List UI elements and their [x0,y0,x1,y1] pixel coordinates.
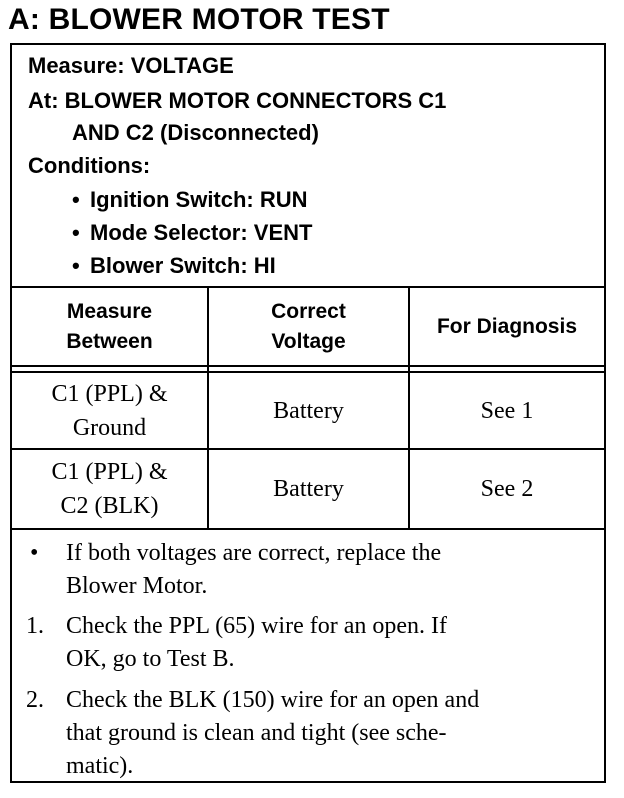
table-cell-correct-voltage: Battery [273,476,344,502]
bullet-icon: • [72,187,80,212]
test-title: A: BLOWER MOTOR TEST [8,3,390,36]
note-marker: 2. [26,687,44,713]
measurement-header [12,45,604,288]
condition-item: • Mode Selector: VENT [72,220,313,245]
table-cell-diagnosis: See 2 [480,476,534,502]
note-marker: 1. [26,613,44,639]
bullet-icon: • [72,220,80,245]
condition-item: • Blower Switch: HI [72,253,276,278]
at-line: At: BLOWER MOTOR CONNECTORS C1 [28,88,447,113]
table-cell-correct-voltage: Battery [273,397,344,424]
condition-item: • Ignition Switch: RUN [72,187,308,212]
at-line-continued: AND C2 (Disconnected) [72,120,319,145]
header-double-rule-top [12,365,604,367]
measure-line: Measure: VOLTAGE [28,53,234,78]
bullet-icon: • [72,253,80,278]
test-box: Measure: VOLTAGE At: BLOWER MOTOR CONNECTORS C1 AND C2 (Disconnected) Conditions: • Ignition Switch: RUN • Mode Selector: VENT • Blower Switch: HI Measure Between Correct Voltage For Diagnosis C1 (PPL) & Ground Battery See 1 C1 (PPL) & C2 (BLK) Battery See 2 • If both voltages are correct, replace the Blower Motor. 1. Check the PPL (65) wire for an open. If OK, go to Test B. 2. Check the BLK (150) wire for an open and that ground is clean and tight (see sche- matic). [10,43,606,783]
table-cell-measure-between: C1 (PPL) & C2 (BLK) [51,459,168,519]
table-bottom-rule [12,528,604,530]
table-cell-diagnosis: See 1 [480,397,534,424]
conditions-label: Conditions: [28,153,151,178]
note-marker: • [30,540,39,566]
column-header-correct-voltage: Correct Voltage [271,299,346,353]
table-cell-measure-between: C1 (PPL) & Ground [51,380,168,441]
column-header-measure-between: Measure Between [66,299,153,353]
column-header-for-diagnosis: For Diagnosis [436,314,578,338]
